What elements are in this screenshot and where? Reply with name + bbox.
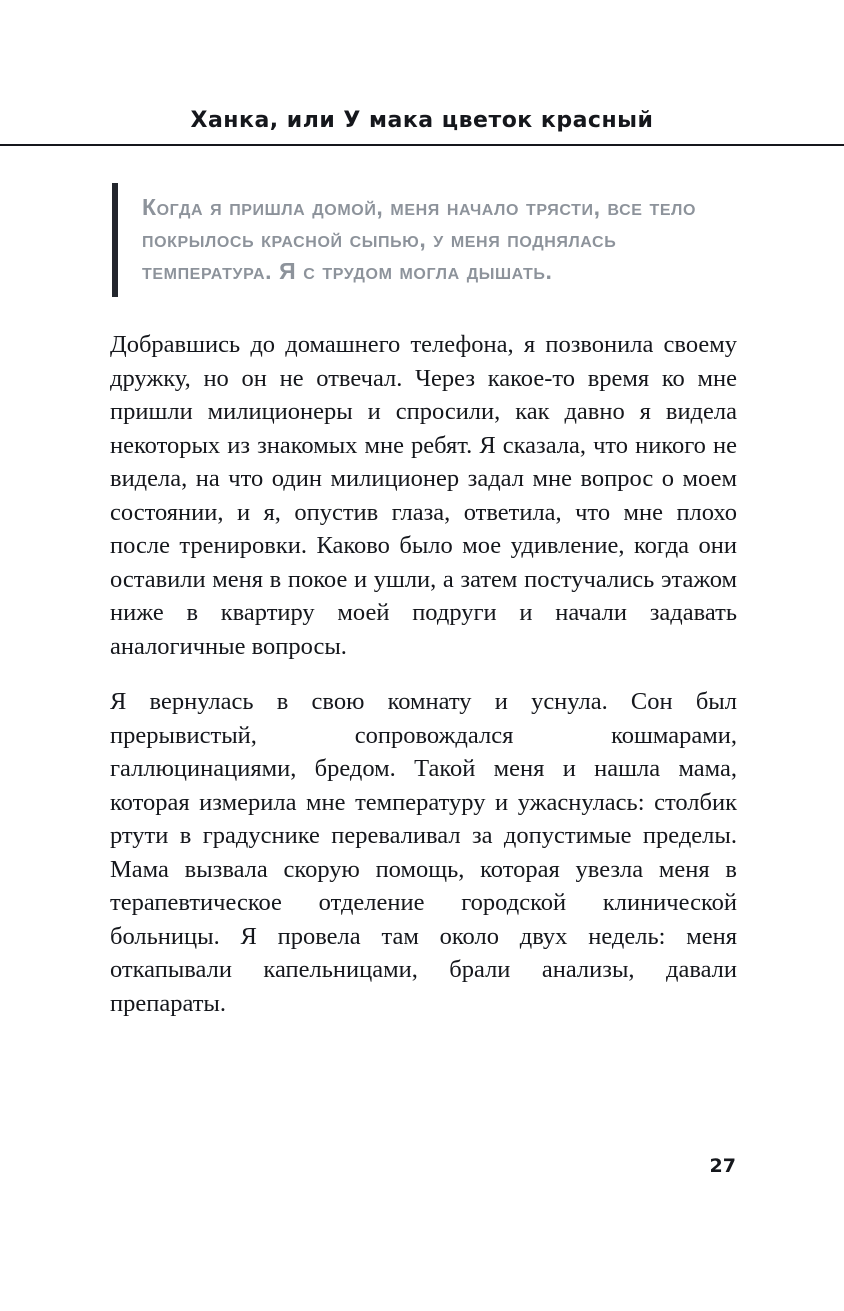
running-head-title: Ханка, или У мака цветок красный: [190, 108, 654, 133]
page-number: 27: [709, 1155, 736, 1177]
paragraph: Я вернулась в свою комнату и уснула. Сон был прерывистый, сопровождался кошмарами, галлюцинациями, бредом. Такой меня и нашла мама, которая измерила мне температуру и ужаснулась: столбик ртути в градуснике переваливал за допустимые пределы. Мама вызвала скорую помощь, которая увезла меня в терапевтическое отделение городской клинической больницы. Я провела там около двух недель: меня откапывали капельницами, брали анализы, давали препараты.: [110, 688, 737, 1017]
paragraph: Добравшись до домашнего телефона, я позвонила своему дружку, но он не отвечал. Через какое-то время ко мне пришли милиционеры и спросили, как давно я видела некоторых из знакомых мне ребят. Я сказала, что никого не видела, на что один милиционер задал мне вопрос о моем состоянии, и я, опустив глаза, ответила, что мне плохо после тренировки. Каково было мое удивление, когда они оставили меня в покое и ушли, а затем постучались этажом ниже в квартиру моей подруги и начали задавать аналогичные вопросы.: [110, 331, 737, 660]
header-divider: [0, 144, 844, 146]
body-text-column: [110, 328, 737, 1042]
quote-left-bar: [112, 183, 118, 297]
quote-text: Когда я пришла домой, меня начало трясти, все тело покрылось красной сыпью, у меня поднялась температура. Я с трудом могла дышать.: [142, 194, 697, 284]
pull-quote: [112, 183, 737, 297]
